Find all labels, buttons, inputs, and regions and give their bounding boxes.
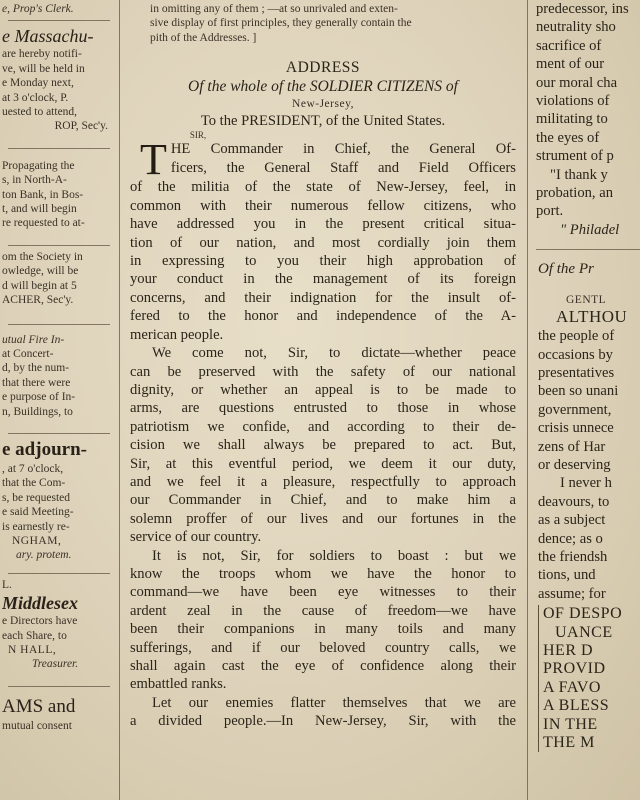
article-line: predecessor, ins bbox=[536, 1, 629, 17]
article-line: our moral cha bbox=[536, 74, 618, 91]
paragraph-2 bbox=[130, 344, 516, 546]
notice-line: d, by the num- bbox=[2, 362, 70, 375]
notice-heading: e adjourn- bbox=[2, 438, 87, 460]
notice-line: e Directors have bbox=[2, 615, 78, 628]
paragraph-line: Let our enemies flatter themselves that we are bbox=[152, 694, 516, 711]
notice-heading: Middlesex bbox=[2, 593, 78, 614]
article-line: government, bbox=[538, 401, 612, 418]
notice-line: each Share, to bbox=[2, 629, 67, 642]
divider bbox=[8, 324, 110, 325]
paragraph-line: HE Commander in Chief, the General Of- bbox=[170, 141, 516, 158]
column-rule bbox=[527, 0, 528, 800]
notice-line: e Monday next, bbox=[2, 77, 74, 90]
address-body bbox=[124, 135, 522, 730]
notice-line: n, Buildings, to bbox=[2, 405, 73, 418]
paragraph-line: have addressed you in the present critical situa- bbox=[130, 216, 516, 233]
caps-line: IN THE bbox=[543, 715, 598, 733]
article-line: assume; for bbox=[538, 585, 606, 602]
divider bbox=[8, 433, 110, 434]
intro-line: pith of the Addresses. ] bbox=[150, 31, 257, 44]
right-article-bottom bbox=[532, 260, 640, 752]
article-line: the friendsh bbox=[538, 548, 608, 565]
paragraph-line: command—we have been eye witnesses to their bbox=[130, 584, 516, 601]
paragraph-line: ardent zeal in the cause of freedom—we have bbox=[130, 602, 516, 619]
salutation: SIR, bbox=[189, 130, 207, 141]
left-column bbox=[0, 0, 116, 800]
caps-line: PROVID bbox=[543, 660, 606, 678]
notice-line: that there were bbox=[2, 376, 71, 389]
paragraph-line: of the militia of the state of New-Jersey, feel, in bbox=[130, 179, 516, 196]
divider bbox=[8, 245, 110, 246]
paragraph-4 bbox=[130, 694, 516, 731]
paragraph-line: sufferings, and if our beloved country calls, we bbox=[130, 639, 516, 656]
right-column bbox=[532, 0, 640, 800]
article-subtitle-state: New-Jersey, bbox=[292, 98, 354, 111]
article-line: probation, an bbox=[536, 185, 614, 202]
divider bbox=[8, 20, 110, 21]
paragraph-line: service of our country. bbox=[130, 529, 262, 546]
paragraph-line: in expressing to you their high approbation of bbox=[130, 253, 516, 270]
paragraph-line: your conduct in the management of its foreign bbox=[130, 271, 516, 288]
article-line: as a subject bbox=[538, 512, 606, 529]
article-line: neutrality sho bbox=[536, 19, 616, 36]
notice-line: that the Com- bbox=[2, 477, 66, 490]
article-line: zens of Har bbox=[538, 438, 606, 455]
caps-line: HER D bbox=[543, 642, 594, 659]
article-line: the eyes of bbox=[536, 129, 600, 146]
caps-line: OF DESPO bbox=[543, 605, 623, 623]
notice-line: re requested to at- bbox=[2, 217, 85, 230]
caps-block bbox=[538, 605, 640, 752]
editor-note bbox=[124, 0, 522, 45]
article-line: strument of p bbox=[536, 148, 614, 165]
notice-line: at Concert- bbox=[2, 347, 54, 360]
notice-signature: NGHAM, bbox=[12, 534, 62, 547]
notice-line: Propagating the bbox=[2, 159, 75, 172]
paragraph-line: common with their numerous fellow citizens, who bbox=[130, 197, 516, 214]
article-line: I never h bbox=[560, 475, 612, 492]
paragraph-line: cision we shall always be prepared to act. But, bbox=[130, 437, 516, 454]
drop-cap: T bbox=[140, 135, 167, 185]
notice-signature: ACHER, Sec'y. bbox=[2, 294, 74, 307]
notice-tail: e, Prop's Clerk. bbox=[2, 3, 74, 15]
notice-signature-title: Treasurer. bbox=[32, 658, 79, 671]
caps-line: THE M bbox=[543, 734, 595, 752]
column-rule bbox=[119, 0, 120, 800]
article-heading: Of the Pr bbox=[538, 261, 594, 278]
article-line: ment of our bbox=[536, 56, 605, 73]
paragraph-line: fered to the honor and independence of the A- bbox=[130, 308, 516, 325]
article-title: ADDRESS bbox=[285, 59, 361, 77]
paragraph-line: and we feel it a pleasure, respectfully to approach bbox=[130, 473, 516, 490]
article-opening: ALTHOU bbox=[556, 307, 628, 327]
caps-line: UANCE bbox=[555, 623, 613, 641]
caps-line: A BLESS bbox=[543, 697, 610, 715]
article-line: the people of bbox=[538, 328, 615, 345]
article-signoff: " Philadel bbox=[560, 221, 620, 238]
intro-line: sive display of first principles, they generally contain the bbox=[150, 17, 412, 30]
paragraph-3 bbox=[130, 547, 516, 694]
notice-massachusetts bbox=[2, 47, 116, 133]
paragraph-line: patriotism we confide, and according to their de- bbox=[130, 418, 516, 435]
notice-line: are hereby notifi- bbox=[2, 48, 82, 61]
notice-middlesex bbox=[2, 578, 116, 672]
notice-line: d will begin at 5 bbox=[2, 279, 77, 292]
article-line: or deserving bbox=[538, 456, 611, 473]
notice-line: e purpose of In- bbox=[2, 391, 76, 404]
article-line: tions, und bbox=[538, 567, 596, 584]
article-line: crisis unnece bbox=[538, 420, 614, 437]
address-article bbox=[124, 0, 522, 800]
notice-williams bbox=[2, 695, 116, 733]
paragraph-line: Sir, at this eventful period, we deem it our duty, bbox=[130, 455, 516, 472]
notice-line: e said Meeting- bbox=[2, 506, 74, 519]
notice-line: om the Society in bbox=[2, 250, 83, 263]
paragraph-line: know the troops whom we have the honor to bbox=[130, 565, 516, 582]
article-subtitle: Of the whole of the SOLDIER CITIZENS of bbox=[188, 77, 458, 95]
notice-line: mutual consent bbox=[2, 719, 72, 732]
notice-line: L. bbox=[2, 578, 12, 591]
notice-line: owledge, will be bbox=[2, 265, 79, 278]
article-line: "I thank y bbox=[550, 166, 608, 183]
notice-signature: ROP, Sec'y. bbox=[54, 120, 108, 133]
paragraph-line: It is not, Sir, for soldiers to boast : but we bbox=[152, 547, 516, 564]
divider bbox=[8, 573, 110, 574]
article-line: violations of bbox=[536, 93, 610, 110]
article-line: militating to bbox=[536, 111, 608, 128]
notice-propagating bbox=[2, 159, 116, 231]
notice-line: , at 7 o'clock, bbox=[2, 462, 64, 475]
notice-heading: AMS and bbox=[2, 695, 76, 717]
paragraph-line: We come not, Sir, to dictate—whether peace bbox=[152, 345, 516, 362]
notice-heading: e Massachu- bbox=[2, 26, 94, 47]
paragraph-line: shall again cast the eye of confidence along their bbox=[130, 658, 516, 674]
article-line: deavours, to bbox=[538, 493, 610, 510]
article-line: occasions by bbox=[538, 346, 613, 363]
notice-line: utual Fire In- bbox=[2, 333, 65, 346]
paragraph-line: ficers, the General Staff and Field Officers bbox=[170, 159, 516, 176]
notice-society bbox=[2, 250, 116, 308]
article-line: presentatives bbox=[538, 364, 615, 381]
intro-line: in omitting any of them ; —at so unrivaled and exten- bbox=[150, 3, 398, 15]
paragraph-line: dignity, or whether an appeal is to be made to bbox=[130, 381, 516, 398]
notice-fire-insurance bbox=[2, 333, 116, 419]
notice-line: uested to attend, bbox=[2, 106, 78, 119]
paragraph-line: can be preserved with the safety of our national bbox=[130, 363, 516, 380]
notice-line: t, and will begin bbox=[2, 203, 77, 216]
paragraph-line: a divided people.—In New-Jersey, Sir, with the bbox=[130, 713, 516, 730]
divider bbox=[536, 249, 640, 250]
notice-signature-title: ary. protem. bbox=[16, 549, 72, 562]
paragraph-line: embattled ranks. bbox=[130, 676, 227, 693]
paragraph-line: arms, are questions entrusted to those in whose bbox=[130, 400, 516, 417]
article-addressee: To the PRESIDENT, of the United States. bbox=[200, 113, 446, 130]
notice-line: ve, will be held in bbox=[2, 62, 85, 75]
notice-signature: N HALL, bbox=[8, 644, 57, 656]
paragraph-line: solemn proffer of our lives and our fortunes in the bbox=[130, 510, 516, 527]
article-line: port. bbox=[536, 203, 564, 220]
right-article-top bbox=[532, 0, 640, 239]
paragraph-line: our Commander in Chief, and to make him a bbox=[130, 492, 516, 509]
paragraph-line: been their companions in many toils and many bbox=[130, 621, 516, 638]
paragraph-line: merican people. bbox=[130, 326, 224, 343]
caps-line: A FAVO bbox=[543, 678, 601, 696]
article-line: sacrifice of bbox=[536, 37, 602, 54]
notice-line: at 3 o'clock, P. bbox=[2, 91, 69, 104]
paragraph-line: concerns, and their indignation for the insult of- bbox=[130, 289, 516, 306]
notice-line: is earnestly re- bbox=[2, 520, 70, 533]
notice-line: s, be requested bbox=[2, 491, 71, 504]
paragraph-line: tion of our nation, and most cordially join them bbox=[130, 234, 516, 251]
divider bbox=[8, 148, 110, 149]
article-line: dence; as o bbox=[538, 530, 603, 547]
article-salutation: GENTL bbox=[566, 293, 607, 306]
divider bbox=[8, 686, 110, 687]
notice-line: s, in North-A- bbox=[2, 174, 67, 187]
notice-line: ton Bank, in Bos- bbox=[2, 188, 84, 201]
article-line: been so unani bbox=[538, 383, 619, 400]
notice-adjourn bbox=[2, 438, 116, 563]
